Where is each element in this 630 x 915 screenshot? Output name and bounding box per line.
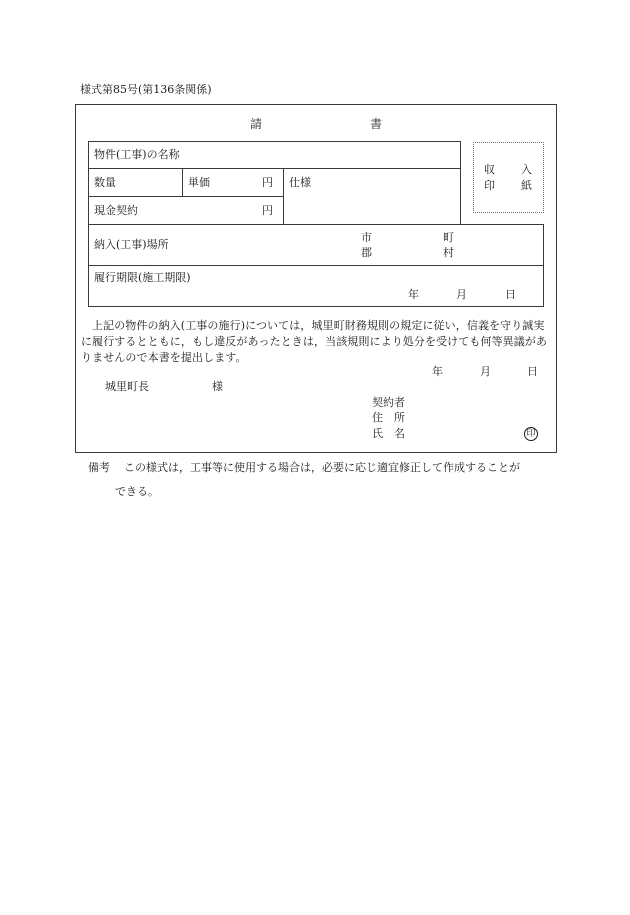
table-divider	[283, 168, 284, 225]
form-number: 様式第85号(第136条関係)	[80, 83, 212, 96]
addressee-honorific: 様	[212, 380, 223, 393]
revenue-stamp-text: 紙	[521, 179, 532, 192]
name-label: 氏 名	[372, 427, 405, 440]
addressee-name: 城里町長	[105, 380, 149, 393]
date-month-label: 月	[480, 365, 491, 378]
city-label: 市	[361, 231, 372, 244]
seal-mark: 印	[524, 427, 538, 441]
revenue-stamp-text: 印	[484, 179, 495, 192]
revenue-stamp-text: 入	[521, 163, 532, 176]
village-label: 村	[443, 246, 454, 259]
unit-price-yen: 円	[262, 176, 273, 189]
deadline-label: 履行期限(施工期限)	[94, 271, 191, 284]
date-day-label: 日	[527, 365, 538, 378]
title-char-1: 請	[250, 117, 263, 131]
quantity-label: 数量	[94, 176, 116, 189]
remarks-label: 備考	[88, 461, 110, 474]
remarks-line-1: この様式は，工事等に使用する場合は，必要に応じ適宜修正して作成することが	[124, 461, 520, 474]
table-divider	[88, 196, 284, 197]
body-text: 上記の物件の納入(工事の施行)については，城里町財務規則の規定に従い，信義を守り誠実に履行するとともに，もし違反があったときは，当該規則により処分を受けても何等異議がありませんので本書を提出します。	[81, 319, 548, 364]
spec-label: 仕様	[289, 176, 311, 189]
table-divider	[88, 265, 544, 266]
remarks-line-2: できる。	[115, 485, 159, 498]
deadline-year-label: 年	[408, 288, 419, 301]
town-label: 町	[443, 231, 454, 244]
date-year-label: 年	[432, 365, 443, 378]
delivery-place-label: 納入(工事)場所	[94, 238, 169, 251]
revenue-stamp-text: 収	[484, 163, 495, 176]
revenue-stamp-box	[473, 142, 544, 213]
cash-contract-label: 現金契約	[94, 204, 138, 217]
unit-price-label: 単価	[188, 176, 210, 189]
item-name-label: 物件(工事)の名称	[94, 148, 180, 161]
table-divider	[88, 168, 461, 169]
deadline-month-label: 月	[456, 288, 467, 301]
cash-contract-yen: 円	[262, 204, 273, 217]
address-label: 住 所	[372, 411, 405, 424]
deadline-day-label: 日	[505, 288, 516, 301]
table-divider	[182, 168, 183, 196]
county-label: 郡	[361, 246, 372, 259]
title-char-2: 書	[370, 117, 383, 131]
contractor-label: 契約者	[372, 396, 405, 409]
